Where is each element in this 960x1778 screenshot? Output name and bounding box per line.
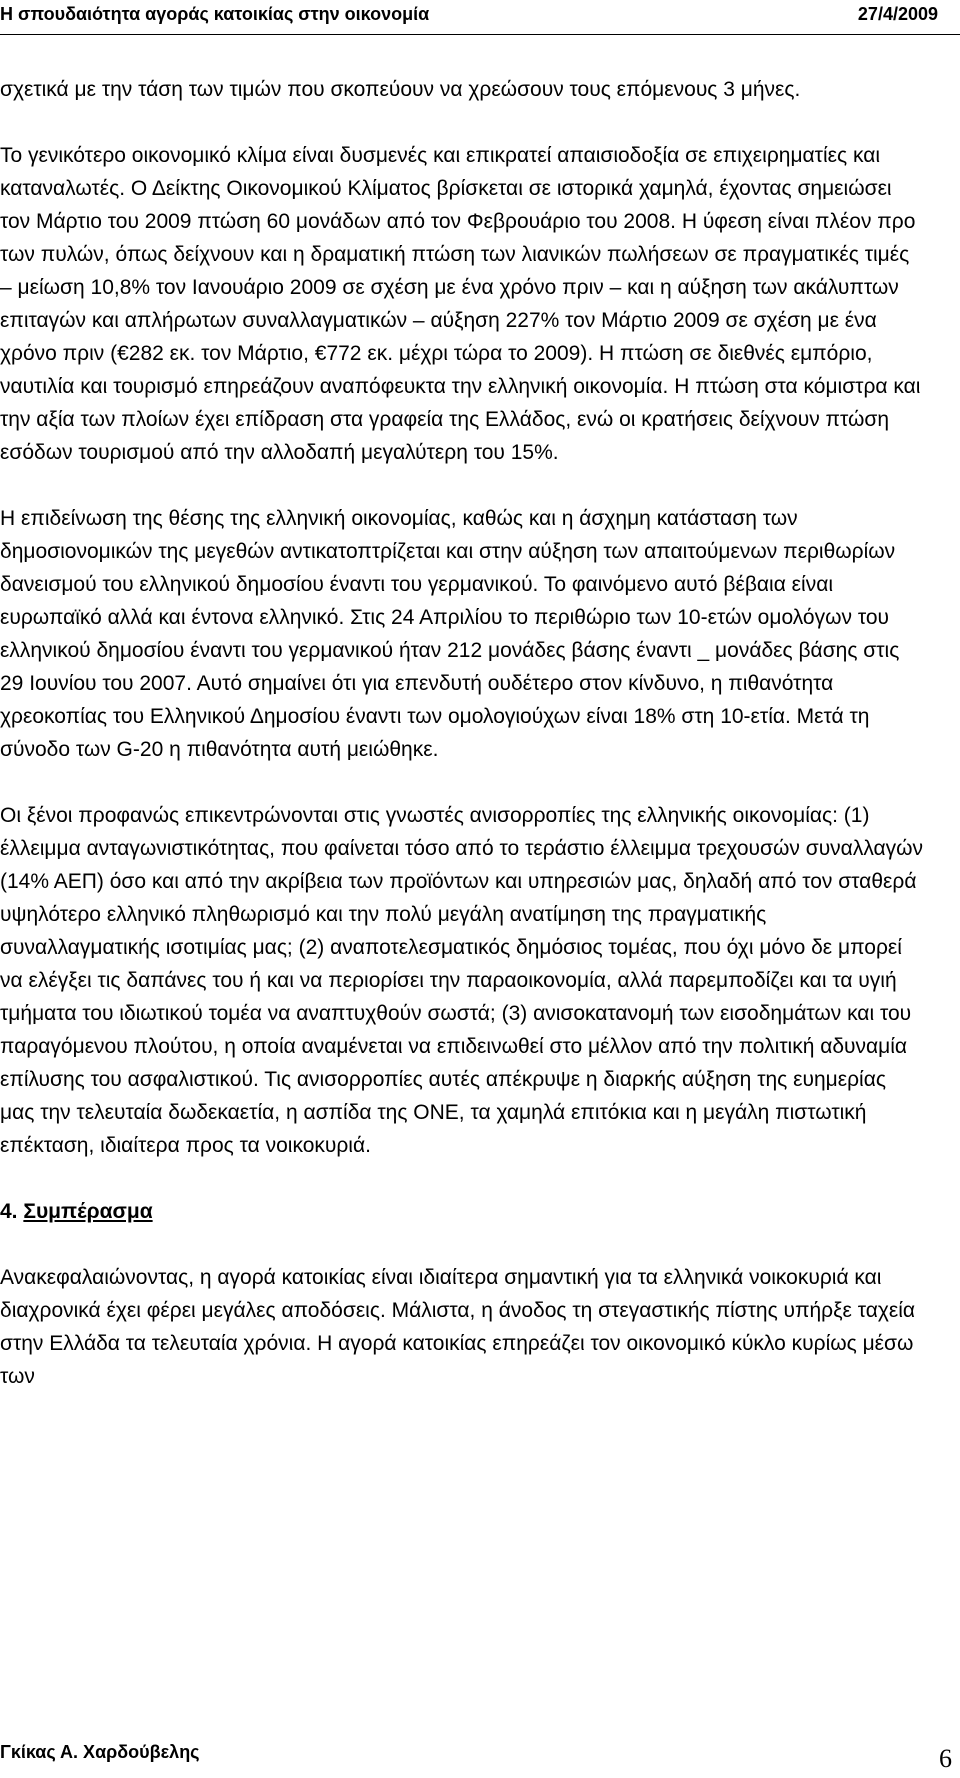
section-heading (0, 1195, 926, 1228)
footer-author: Γκίκας Α. Χαρδούβελης (0, 1742, 200, 1762)
section-number: 4. (0, 1200, 18, 1223)
header-date: 27/4/2009 (857, 4, 938, 24)
paragraph: Το γενικότερο οικονομικό κλίμα είναι δυσμενές και επικρατεί απαισιοδοξία σε επιχειρηματίες και καταναλωτές. Ο Δείκτης Οικονομικού Κλίματος βρίσκεται σε ιστορικά χαμηλά, έχοντας σημειώσει τον Μάρτιο του 2009 πτώση 60 μονάδων από τον Φεβρουάριο του 2008. Η ύφεση είναι πλέον προ των πυλών, όπως δείχνουν και η δραματική πτώση των λιανικών πωλήσεων σε πραγματικές τιμές – μείωση 10,8% τον Ιανουάριο 2009 σε σχέση με ένα χρόνο πριν – και η αύξηση των ακάλυπτων επιταγών και απλήρωτων συναλλαγματικών – αύξηση 227% τον Μάρτιο 2009 σε σχέση με ένα χρόνο πριν (€282 εκ. τον Μάρτιο, €772 εκ. μέχρι τώρα το 2009). Η πτώση σε διεθνές εμπόριο, ναυτιλία και τουρισμό επηρεάζουν αναπόφευκτα την ελληνική οικονομία. Η πτώση στα κόμιστρα και την αξία των πλοίων έχει επίδραση στα γραφεία της Ελλάδος, ενώ οι κρατήσεις δείχνουν πτώση εσόδων τουρισμού από την αλλοδαπή μεγαλύτερη του 15%. (0, 144, 921, 464)
section-title: Συμπέρασμα (23, 1200, 153, 1223)
paragraph: σχετικά με την τάση των τιμών που σκοπεύουν να χρεώσουν τους επόμενους 3 μήνες. (0, 78, 801, 101)
page-footer (0, 1742, 960, 1778)
document-body (0, 73, 926, 1393)
page-header (0, 0, 960, 35)
page-number: 6 (939, 1744, 952, 1773)
header-title: Η σπουδαιότητα αγοράς κατοικίας στην οικονομία (0, 4, 430, 24)
paragraph: Η επιδείνωση της θέσης της ελληνική οικονομίας, καθώς και η άσχημη κατάσταση των δημοσιονομικών της μεγεθών αντικατοπτρίζεται και στην αύξηση των απαιτούμενων περιθωρίων δανεισμού του ελληνικού δημοσίου έναντι του γερμανικού. Το φαινόμενο αυτό βέβαια είναι ευρωπαϊκό αλλά και έντονα ελληνικό. Στις 24 Απριλίου το περιθώριο των 10-ετών ομολόγων του ελληνικού δημοσίου έναντι του γερμανικού ήταν 212 μονάδες βάσης έναντι _ μονάδες βάσης στις 29 Ιουνίου του 2007. Αυτό σημαίνει ότι για επενδυτή ουδέτερο στον κίνδυνο, η πιθανότητα χρεοκοπίας του Ελληνικού Δημοσίου έναντι των ομολογιούχων είναι 18% στη 10-ετία. Μετά τη σύνοδο των G-20 η πιθανότητα αυτή μειώθηκε. (0, 507, 900, 761)
paragraph-conclusion: Ανακεφαλαιώνοντας, η αγορά κατοικίας είναι ιδιαίτερα σημαντική για τα ελληνικά νοικοκυριά και διαχρονικά έχει φέρει μεγάλες αποδόσεις. Μάλιστα, η άνοδος τη στεγαστικής πίστης υπήρξε ταχεία στην Ελλάδα τα τελευταία χρόνια. Η αγορά κατοικίας επηρεάζει τον οικονομικό κύκλο κυρίως μέσω των (0, 1266, 916, 1388)
paragraph: Οι ξένοι προφανώς επικεντρώνονται στις γνωστές ανισορροπίες της ελληνικής οικονομίας: (1) έλλειμμα ανταγωνιστικότητας, που φαίνεται τόσο από το τεράστιο έλλειμμα τρεχουσών συναλλαγών (14% ΑΕΠ) όσο και από την ακρίβεια των προϊόντων και υπηρεσιών μας, δηλαδή από τον σταθερά υψηλότερο ελληνικό πληθωρισμό και την πολύ μεγάλη ανατίμηση της πραγματικής συναλλαγματικής ισοτιμίας μας; (2) αναποτελεσματικός δημόσιος τομέας, που όχι μόνο δε μπορεί να ελέγξει τις δαπάνες του ή και να περιορίσει την παραοικονομία, αλλά παρεμποδίζει και τα υγιή τμήματα του ιδιωτικού τομέα να αναπτυχθούν σωστά; (3) ανισοκατανομή των εισοδημάτων και του παραγόμενου πλούτου, η οποία αναμένεται να επιδεινωθεί στο μέλλον από την πολιτική αδυναμία επίλυσης του ασφαλιστικού. Τις ανισορροπίες αυτές απέκρυψε η διαρκής αύξηση της ευημερίας μας την τελευταία δωδεκαετία, η ασπίδα της ΟΝΕ, τα χαμηλά επιτόκια και η μεγάλη πιστωτική επέκταση, ιδιαίτερα προς τα νοικοκυριά. (0, 804, 924, 1157)
